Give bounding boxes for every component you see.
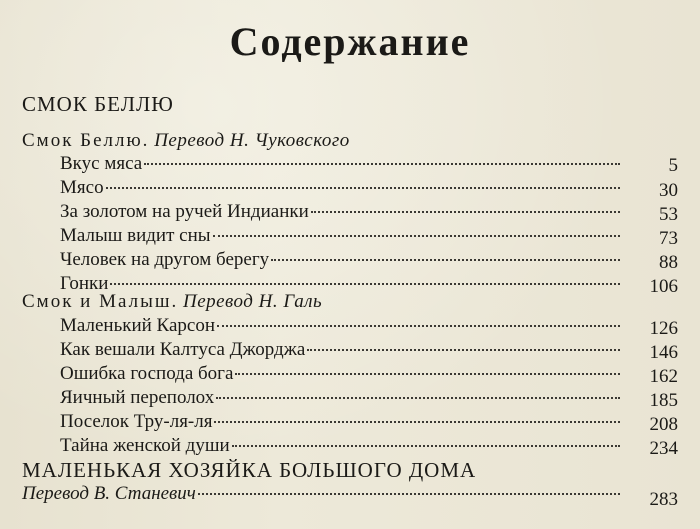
- dot-leader: [144, 163, 620, 165]
- dot-leader: [214, 421, 620, 423]
- toc-entry: [60, 314, 620, 338]
- entry-title: Вкус мяса: [60, 153, 143, 174]
- dot-leader: [198, 493, 620, 495]
- toc-entry: [60, 434, 620, 458]
- dot-leader: [271, 259, 620, 261]
- entry-page-number: 106: [649, 276, 678, 297]
- entry-page-number: 126: [649, 318, 678, 339]
- entry-title: Перевод В. Станевич: [22, 483, 196, 504]
- entry-page-number: 146: [649, 342, 678, 363]
- toc-entry: [60, 200, 620, 224]
- toc-entry: [60, 224, 620, 248]
- toc-entry: [60, 386, 620, 410]
- entry-page-number: 73: [659, 228, 678, 249]
- dot-leader: [307, 349, 620, 351]
- entry-title: Мясо: [60, 177, 104, 198]
- toc-entry: [60, 152, 620, 176]
- entry-title: Гонки: [60, 273, 109, 294]
- toc-entry: [22, 482, 620, 506]
- entry-page-number: 162: [649, 366, 678, 387]
- entry-page-number: 88: [659, 252, 678, 273]
- entry-page-number: 185: [649, 390, 678, 411]
- entry-title: Ошибка господа бога: [60, 363, 234, 384]
- entry-title: Поселок Тру-ля-ля: [60, 411, 213, 432]
- toc-entry: [60, 176, 620, 200]
- page-title: Содержание: [229, 19, 471, 64]
- dot-leader: [217, 325, 620, 327]
- toc-entry: [60, 410, 620, 434]
- entry-page-number: 234: [649, 438, 678, 459]
- section-heading: СМОК БЕЛЛЮ: [22, 92, 174, 116]
- dot-leader: [232, 445, 620, 447]
- entry-title: Человек на другом берегу: [60, 249, 270, 270]
- dot-leader: [311, 211, 620, 213]
- part-name: Смок и Малыш.: [22, 291, 179, 312]
- toc-entry: [60, 248, 620, 272]
- dot-leader: [106, 187, 620, 189]
- entry-page-number: 208: [649, 414, 678, 435]
- entry-title: Как вешали Калтуса Джорджа: [60, 339, 306, 360]
- entry-title: Маленький Карсон: [60, 315, 216, 336]
- entry-title: За золотом на ручей Индианки: [60, 201, 309, 222]
- entry-page-number: 283: [649, 489, 678, 510]
- entry-title: Тайна женской души: [60, 435, 230, 456]
- toc-entry: [60, 338, 620, 362]
- part-name: Смок Беллю.: [22, 130, 150, 151]
- dot-leader: [110, 283, 620, 285]
- part-heading: [22, 129, 350, 153]
- part-heading: [22, 290, 322, 314]
- entry-page-number: 5: [668, 155, 678, 176]
- part-translator: Перевод Н. Галь: [182, 291, 323, 312]
- entry-page-number: 30: [659, 180, 678, 201]
- entry-title: Яичный переполох: [60, 387, 215, 408]
- section-heading: МАЛЕНЬКАЯ ХОЗЯЙКА БОЛЬШОГО ДОМА: [22, 458, 477, 482]
- entry-title: Малыш видит сны: [60, 225, 211, 246]
- dot-leader: [213, 235, 620, 237]
- toc-entry: [60, 362, 620, 386]
- entry-page-number: 53: [659, 204, 678, 225]
- dot-leader: [216, 397, 620, 399]
- dot-leader: [235, 373, 620, 375]
- part-translator: Перевод Н. Чуковского: [154, 130, 350, 151]
